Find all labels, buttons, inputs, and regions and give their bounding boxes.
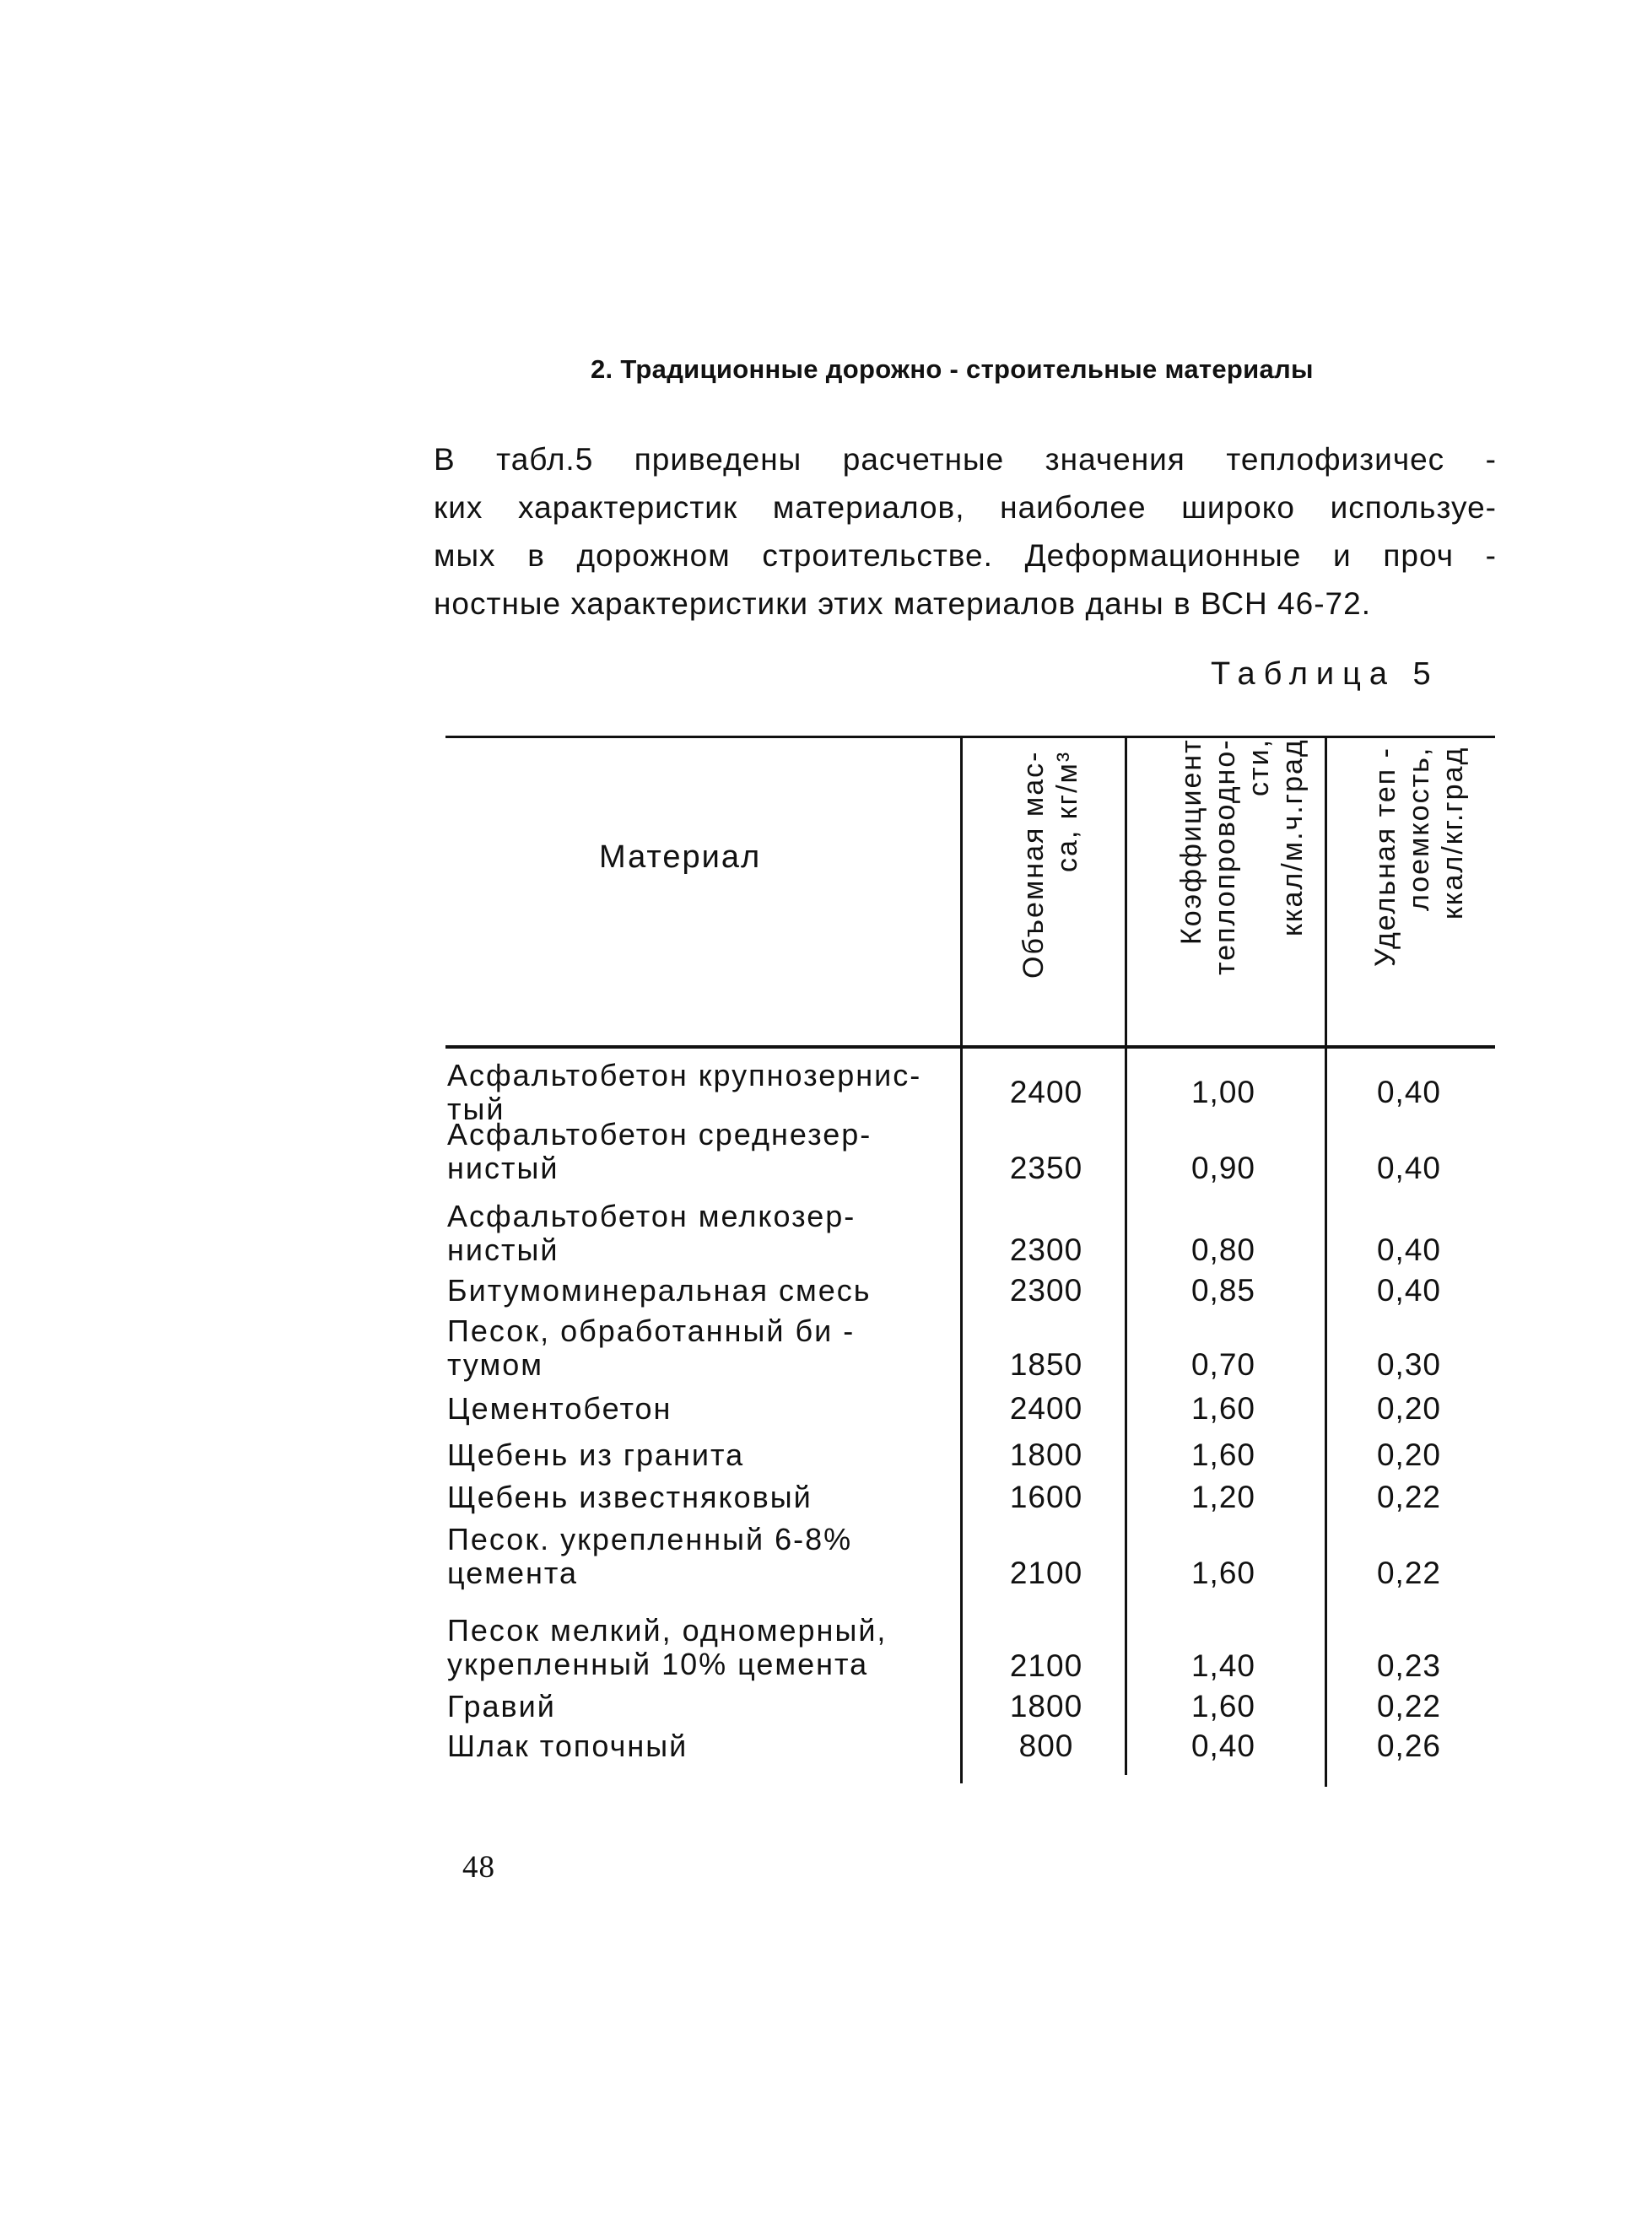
- cell-conductivity: 1,40: [1190, 1648, 1255, 1683]
- material-line: тумом: [447, 1347, 544, 1382]
- table-row-material: [447, 1314, 970, 1382]
- material-line: цемента: [447, 1556, 578, 1590]
- material-line: Песок мелкий, одномерный,: [447, 1613, 888, 1648]
- cell-conductivity: 1,60: [1190, 1556, 1255, 1590]
- section-title: 2. Традиционные дорожно - строительные материалы: [591, 354, 1314, 384]
- table-caption: Таблица 5: [1211, 656, 1439, 692]
- cell-heat-capacity: 0,20: [1376, 1391, 1441, 1426]
- table-row-material: [447, 1392, 970, 1426]
- material-line: тый: [447, 1092, 505, 1126]
- header-material: Материал: [599, 839, 762, 875]
- page-number: 48: [462, 1850, 495, 1885]
- material-line: укрепленный 10% цемента: [447, 1647, 869, 1681]
- cell-conductivity: 0,40: [1190, 1729, 1255, 1763]
- material-line: Асфальтобетон крупнозернис-: [447, 1058, 922, 1092]
- header-heat-capacity-line: лоемкость,: [1403, 747, 1435, 912]
- cell-conductivity: 1,60: [1190, 1391, 1255, 1426]
- cell-density: 2300: [1009, 1233, 1083, 1267]
- cell-density: 2400: [1009, 1075, 1083, 1109]
- cell-heat-capacity: 0,30: [1376, 1347, 1441, 1382]
- material-line: Асфальтобетон среднезер-: [447, 1117, 872, 1152]
- table-row-material: [447, 1690, 970, 1723]
- material-line: Цементобетон: [447, 1391, 672, 1426]
- cell-heat-capacity: 0,40: [1376, 1151, 1441, 1185]
- cell-density: 2100: [1009, 1556, 1083, 1590]
- header-density-line: Объемная мас-: [1018, 751, 1050, 979]
- cell-conductivity: 1,20: [1190, 1480, 1255, 1514]
- header-heat-capacity-line: ккал/кг.град: [1437, 747, 1469, 920]
- material-line: Песок, обработанный би -: [447, 1313, 856, 1348]
- paragraph-line: ностные характеристики этих материалов даны в ВСН 46-72.: [434, 586, 1371, 621]
- cell-density: 2300: [1009, 1273, 1083, 1308]
- table-row-material: [447, 1614, 970, 1681]
- material-line: Шлак топочный: [447, 1729, 688, 1763]
- cell-conductivity: 0,85: [1190, 1273, 1255, 1308]
- table-row-material: [447, 1438, 970, 1472]
- table-row-material: [447, 1118, 970, 1185]
- cell-density: 1800: [1009, 1438, 1083, 1472]
- header-conductivity-line: сти,: [1243, 738, 1275, 797]
- cell-density: 800: [1018, 1729, 1074, 1763]
- paragraph-line: мых в дорожном строительстве. Деформационные и проч -: [434, 538, 1497, 573]
- material-line: Песок. укрепленный 6-8%: [447, 1522, 853, 1556]
- material-line: Гравий: [447, 1689, 556, 1723]
- cell-heat-capacity: 0,40: [1376, 1233, 1441, 1267]
- table-row-material: [447, 1729, 970, 1763]
- cell-density: 1600: [1009, 1480, 1083, 1514]
- cell-density: 2350: [1009, 1151, 1083, 1185]
- header-heat-capacity-line: Удельная теп -: [1369, 747, 1401, 967]
- cell-conductivity: 1,00: [1190, 1075, 1255, 1109]
- table-row-material: [447, 1059, 970, 1126]
- material-line: нистый: [447, 1233, 559, 1267]
- cell-conductivity: 0,70: [1190, 1347, 1255, 1382]
- cell-density: 2100: [1009, 1648, 1083, 1683]
- cell-heat-capacity: 0,22: [1376, 1689, 1441, 1723]
- material-line: Асфальтобетон мелкозер-: [447, 1199, 856, 1233]
- cell-heat-capacity: 0,40: [1376, 1273, 1441, 1308]
- cell-heat-capacity: 0,23: [1376, 1648, 1441, 1683]
- header-conductivity-line: Коэффициент: [1175, 738, 1207, 945]
- cell-heat-capacity: 0,22: [1376, 1556, 1441, 1590]
- paragraph-line: В табл.5 приведены расчетные значения теплофизичес -: [434, 442, 1497, 477]
- material-line: Битумоминеральная смесь: [447, 1273, 872, 1308]
- cell-density: 1800: [1009, 1689, 1083, 1723]
- table-row-material: [447, 1481, 970, 1514]
- cell-density: 2400: [1009, 1391, 1083, 1426]
- material-line: Щебень известняковый: [447, 1480, 813, 1514]
- cell-heat-capacity: 0,26: [1376, 1729, 1441, 1763]
- material-line: нистый: [447, 1151, 559, 1185]
- header-conductivity-line: теплопроводно-: [1209, 738, 1241, 975]
- table-row-material: [447, 1274, 970, 1308]
- cell-conductivity: 0,80: [1190, 1233, 1255, 1267]
- cell-conductivity: 1,60: [1190, 1689, 1255, 1723]
- table-row-material: [447, 1200, 970, 1267]
- cell-heat-capacity: 0,40: [1376, 1075, 1441, 1109]
- material-line: Щебень из гранита: [447, 1438, 745, 1472]
- cell-heat-capacity: 0,20: [1376, 1438, 1441, 1472]
- cell-conductivity: 0,90: [1190, 1151, 1255, 1185]
- cell-density: 1850: [1009, 1347, 1083, 1382]
- cell-conductivity: 1,60: [1190, 1438, 1255, 1472]
- table-row-material: [447, 1523, 970, 1590]
- header-density-line: са, кг/м³: [1051, 751, 1083, 873]
- paragraph-line: ких характеристик материалов, наиболее широко используе-: [434, 490, 1497, 525]
- cell-heat-capacity: 0,22: [1376, 1480, 1441, 1514]
- header-conductivity-line: ккал/м.ч.град: [1277, 738, 1309, 936]
